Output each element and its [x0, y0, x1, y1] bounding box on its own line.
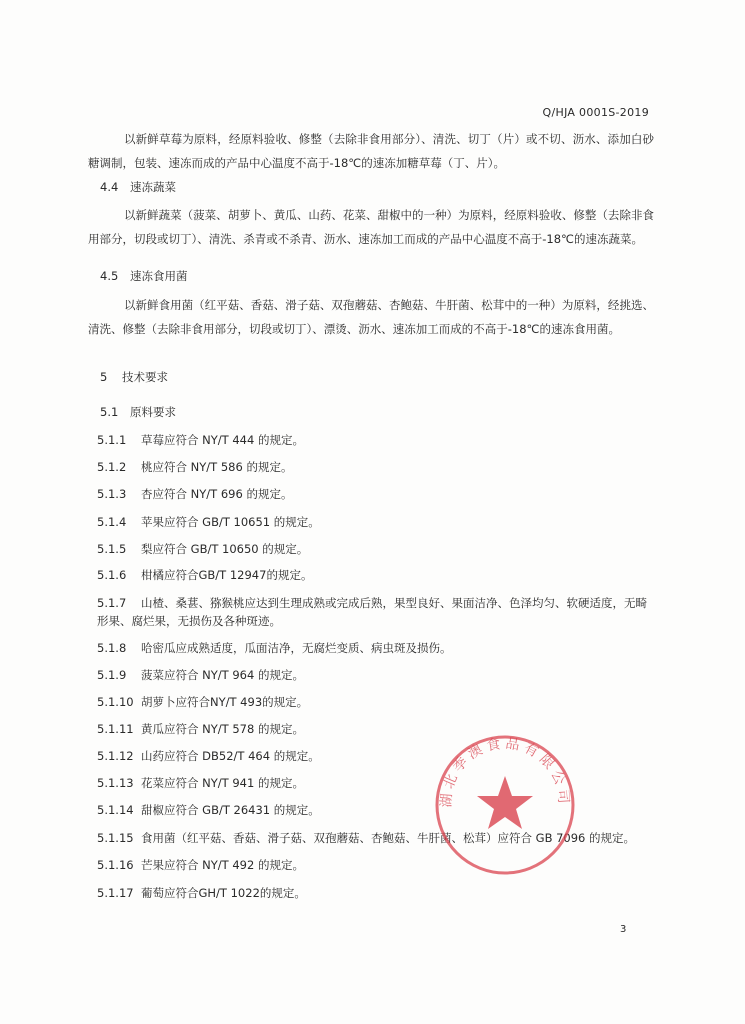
section-title: 速冻蔬菜 [130, 180, 176, 194]
requirement-item: 5.1.10 胡萝卜应符合NY/T 493的规定。 [97, 695, 309, 709]
requirement-item: 5.1.5 梨应符合 GB/T 10650 的规定。 [97, 542, 309, 556]
requirement-item: 5.1.4 苹果应符合 GB/T 10651 的规定。 [97, 515, 320, 529]
star-icon [477, 776, 533, 829]
document-code: Q/HJA 0001S-2019 [542, 106, 649, 119]
requirement-item: 5.1.12 山药应符合 DB52/T 464 的规定。 [97, 749, 320, 763]
requirement-item: 5.1.14 甜椒应符合 GB/T 26431 的规定。 [97, 803, 320, 817]
requirement-item: 5.1.9 菠菜应符合 NY/T 964 的规定。 [97, 668, 304, 682]
requirement-item: 5.1.17 葡萄应符合GH/T 1022的规定。 [97, 886, 306, 900]
section-5-1-heading [100, 404, 176, 420]
seal-text: 湖北季澳食品有限公司 [438, 735, 572, 808]
section-number: 4.5 [100, 269, 119, 283]
section-title: 速冻食用菌 [130, 269, 188, 283]
requirement-item: 5.1.2 桃应符合 NY/T 586 的规定。 [97, 460, 293, 474]
requirement-item: 5.1.15 食用菌（红平菇、香菇、滑子菇、双孢蘑菇、杏鲍菇、牛肝菌、松茸）应符合 GB 7096 的规定。 [97, 831, 636, 845]
requirement-item: 5.1.1 草莓应符合 NY/T 444 的规定。 [97, 433, 304, 447]
requirement-item: 5.1.13 花菜应符合 NY/T 941 的规定。 [97, 776, 304, 790]
requirement-item: 5.1.3 杏应符合 NY/T 696 的规定。 [97, 487, 293, 501]
company-seal-stamp [430, 730, 580, 880]
section-5-heading [100, 369, 168, 385]
requirement-item: 5.1.6 柑橘应符合GB/T 12947的规定。 [97, 568, 313, 582]
section-number: 5.1 [100, 405, 119, 419]
section-number: 5 [100, 370, 108, 384]
intro-paragraph: 以新鲜草莓为原料，经原料验收、修整（去除非食用部分）、清洗、切丁（片）或不切、沥水、添加白砂糖调制，包装、速冻而成的产品中心温度不高于-18℃的速冻加糖草莓（丁、片）。 [88, 132, 654, 170]
requirement-item: 5.1.8 哈密瓜应成熟适度，瓜面洁净，无腐烂变质、病虫斑及损伤。 [97, 641, 452, 655]
requirement-item: 5.1.7 山楂、桑葚、猕猴桃应达到生理成熟或完成后熟，果型良好、果面洁净、色泽均匀、软硬适度，无畸形果、腐烂果，无损伤及各种斑迹。 [97, 596, 647, 628]
section-4-4-paragraph: 以新鲜蔬菜（菠菜、胡萝卜、黄瓜、山药、花菜、甜椒中的一种）为原料，经原料验收、修整（去除非食用部分，切段或切丁）、清洗、杀青或不杀青、沥水、速冻加工而成的产品中心温度不高于-18℃的速冻蔬菜。 [88, 208, 654, 246]
requirement-item: 5.1.11 黄瓜应符合 NY/T 578 的规定。 [97, 722, 304, 736]
section-title: 技术要求 [122, 370, 168, 384]
section-4-5-paragraph: 以新鲜食用菌（红平菇、香菇、滑子菇、双孢蘑菇、杏鲍菇、牛肝菌、松茸中的一种）为原料，经挑选、清洗、修整（去除非食用部分，切段或切丁）、漂烫、沥水、速冻加工而成的不高于-18℃的速冻食用菌。 [88, 298, 654, 336]
requirement-item: 5.1.16 芒果应符合 NY/T 492 的规定。 [97, 858, 304, 872]
section-4-4-heading [100, 179, 176, 195]
section-title: 原料要求 [130, 405, 176, 419]
section-4-5-heading [100, 268, 188, 284]
page-number: 3 [620, 924, 627, 935]
section-number: 4.4 [100, 180, 119, 194]
